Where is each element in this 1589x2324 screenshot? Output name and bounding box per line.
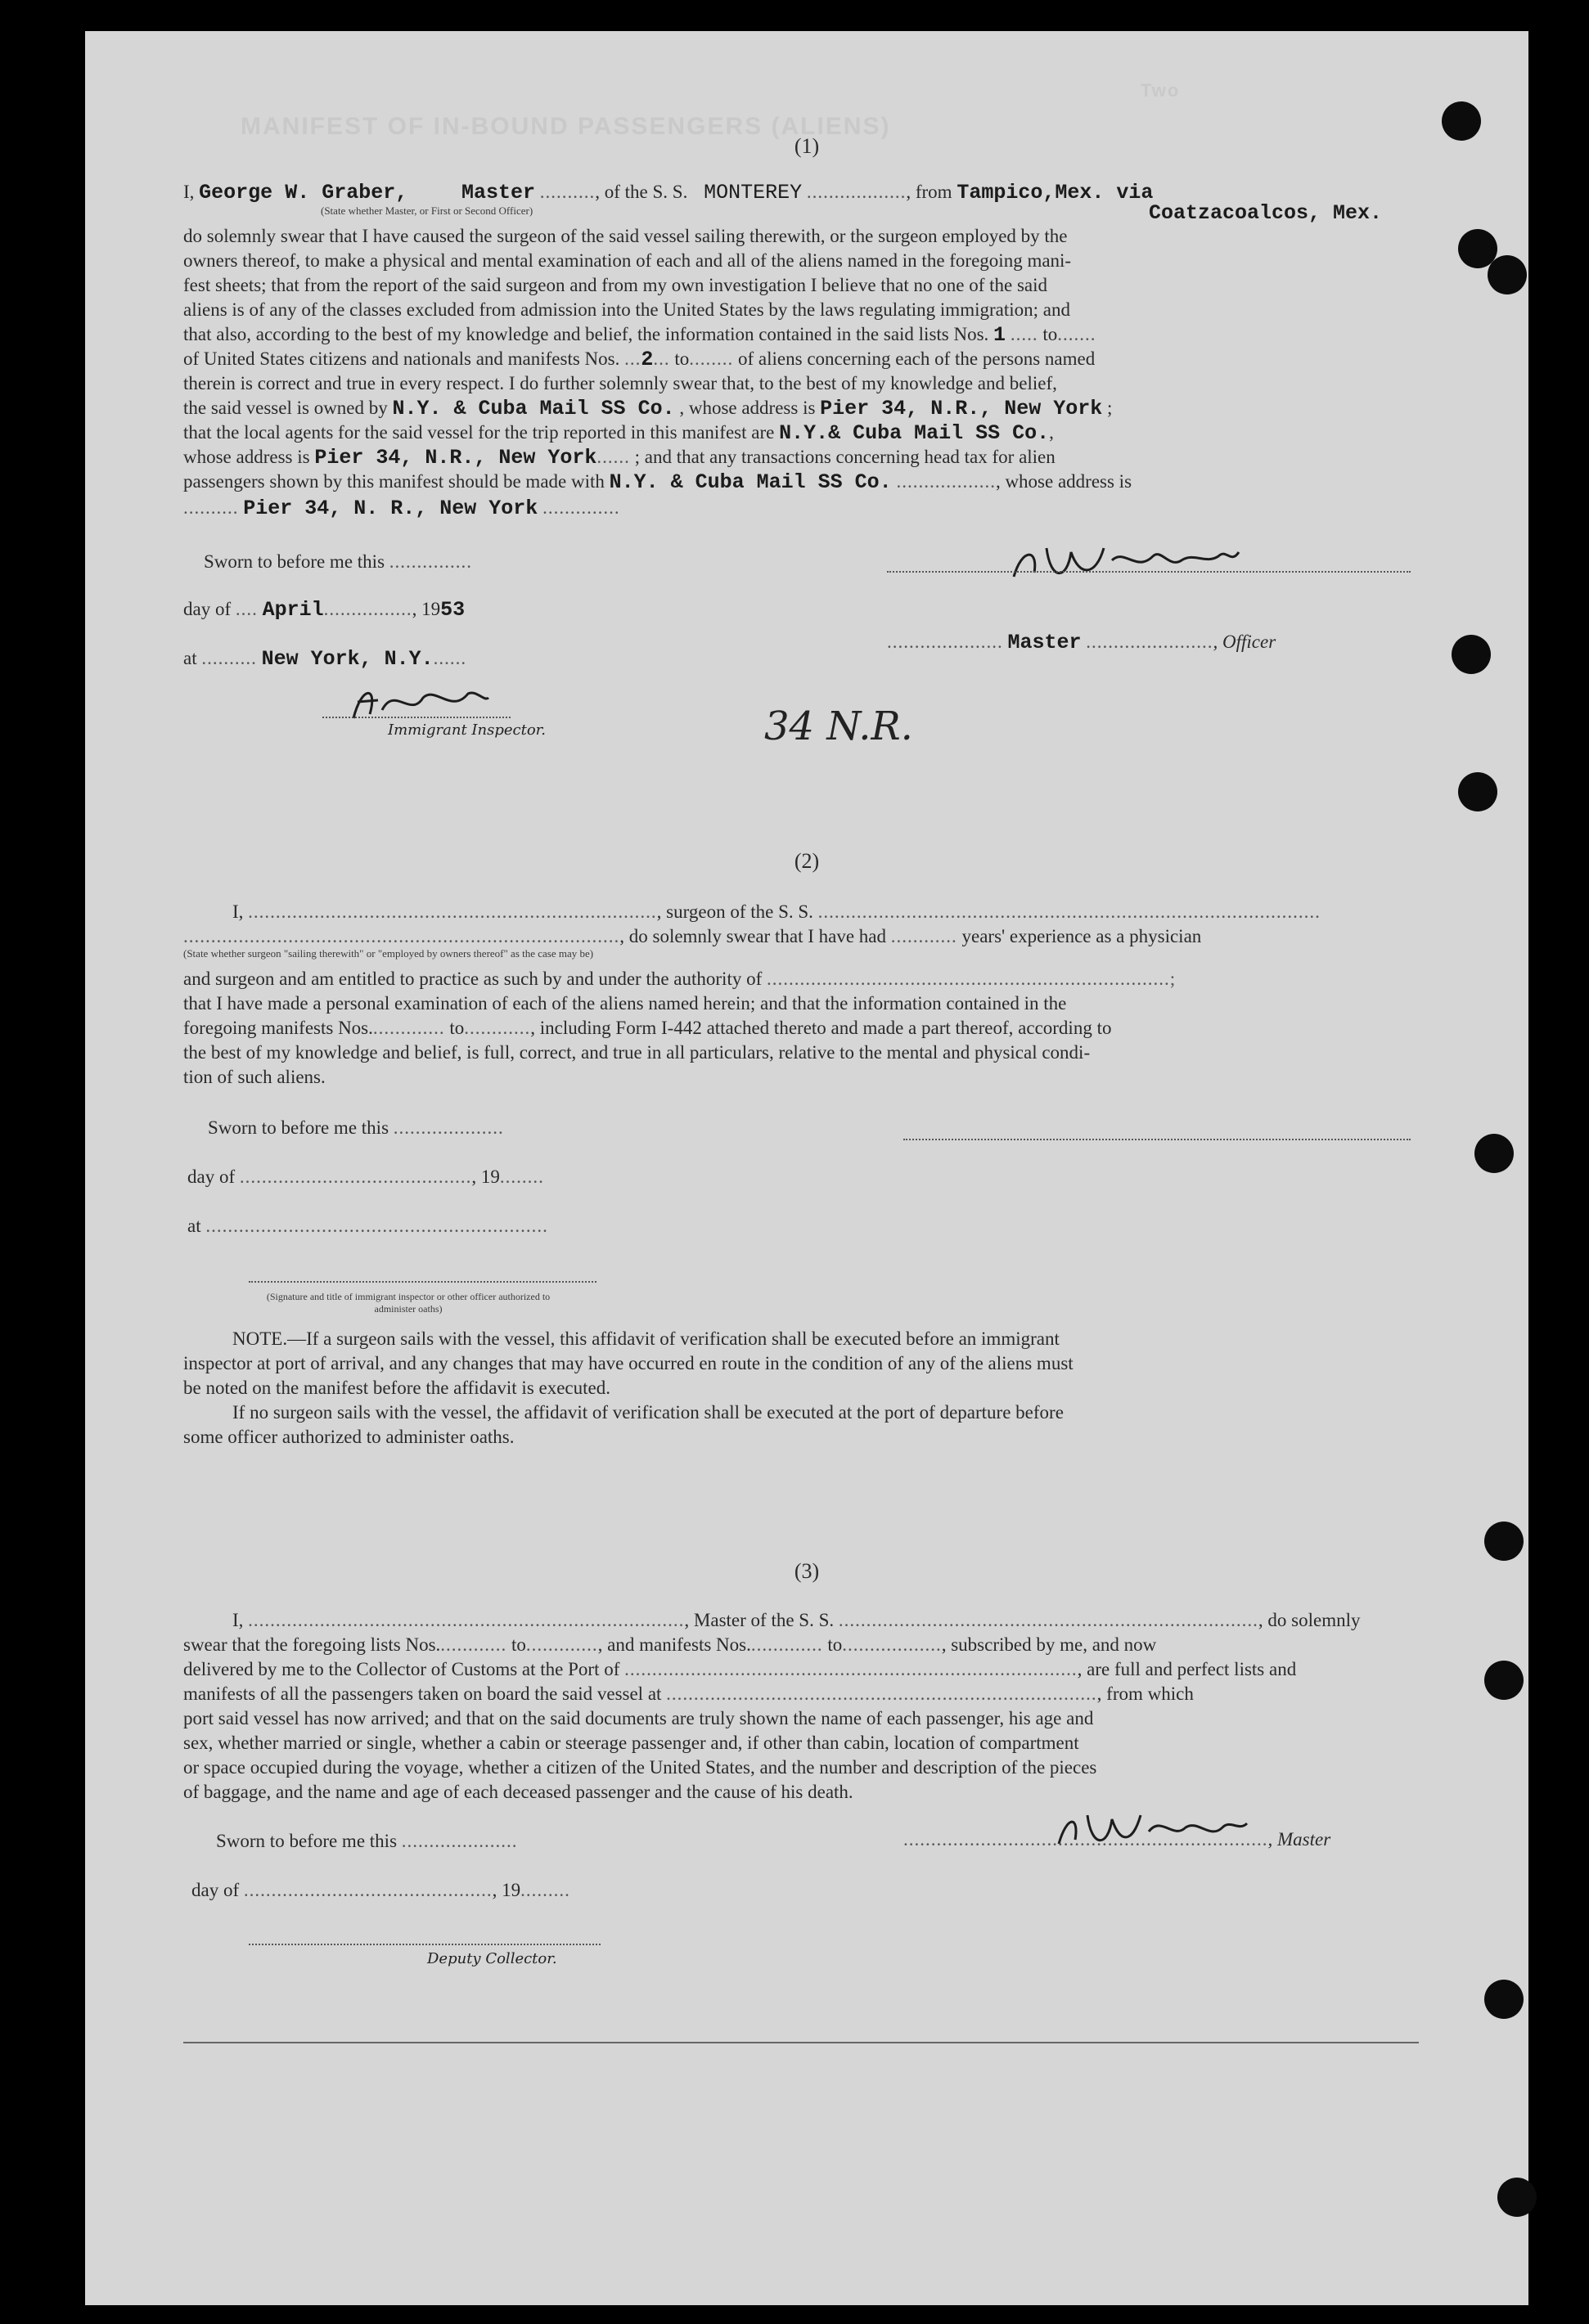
vessel-name: MONTEREY	[704, 181, 803, 205]
master-rank: Master	[461, 181, 535, 205]
head-tax-agent: N.Y. & Cuba Mail SS Co.	[609, 470, 892, 494]
head-tax-address: Pier 34, N. R., New York	[243, 497, 538, 520]
punch-hole	[1484, 1522, 1524, 1561]
section-1-body-2: owners thereof, to make a physical and mental examination of each and all of the aliens named in the foregoing mani-	[183, 250, 1072, 271]
section-2-body-1: and surgeon and am entitled to practice as such by and under the authority of .........................................................................;	[183, 969, 1177, 989]
oath-month: April	[262, 598, 324, 622]
section-1-body-6: of United States citizens and nationals and manifests Nos. ...2... to........ of aliens concerning each of the persons named	[183, 348, 1096, 371]
section-3-body-2: delivered by me to the Collector of Customs at the Port of .................................................................................., are full and perfect lists and	[183, 1659, 1297, 1679]
section-2-line-1: I, .........................................................................., surgeon of the S. S. ...........................................................................................	[232, 901, 1321, 922]
rank-caption: (State whether Master, or First or Second Officer)	[321, 205, 533, 217]
official-signature-line-2	[249, 1281, 596, 1283]
section-1-line-1: I, George W. Graber, Master .........., of the S. S. MONTEREY .................., from Tampico,Mex. via	[183, 181, 1154, 205]
punch-hole	[1458, 772, 1497, 811]
agents-address: Pier 34, N.R., New York	[314, 446, 597, 470]
collector-signature-line	[249, 1944, 601, 1945]
from-place-2: Coatzacoalcos, Mex.	[1149, 201, 1383, 225]
section-3-number: (3)	[794, 1559, 820, 1583]
place-line-1: at .......... New York, N.Y.......	[183, 647, 467, 671]
bleed-through-mark: Two	[1141, 80, 1181, 101]
punch-hole	[1442, 101, 1481, 141]
section-2-body-5: tion of such aliens.	[183, 1067, 326, 1087]
bottom-rule	[183, 2042, 1419, 2043]
section-1-agents-address-line: whose address is Pier 34, N.R., New York...... ; and that any transactions concerning head tax for alien	[183, 446, 1056, 470]
section-1-body-3: fest sheets; that from the report of the said surgeon and from my own investigation I believe that no one of the said	[183, 275, 1048, 295]
official-caption: (Signature and title of immigrant inspector or other officer authorized to administer oaths)	[266, 1291, 551, 1315]
note-2: inspector at port of arrival, and any changes that may have occurred en route in the condition of any of the aliens must	[183, 1353, 1074, 1373]
section-1-agents-line: that the local agents for the said vessel for the trip reported in this manifest are N.Y.& Cuba Mail SS Co.,	[183, 421, 1054, 445]
oath-year: 53	[440, 598, 466, 622]
punch-hole	[1497, 2178, 1537, 2217]
section-3-line-1: I, ..............................................................................., Master of the S. S. ............................................................................, do solemnly	[232, 1610, 1361, 1630]
section-1-body-5: that also, according to the best of my knowledge and belief, the information contained in the said lists Nos. 1 ..... to.......	[183, 323, 1096, 347]
surgeon-signature-line	[903, 1139, 1411, 1140]
note-1: NOTE.—If a surgeon sails with the vessel, this affidavit of verification shall be executed before an immigrant	[232, 1328, 1060, 1349]
section-1-owner-line: the said vessel is owned by N.Y. & Cuba Mail SS Co. , whose address is Pier 34, N.R., New York ;	[183, 397, 1113, 420]
note-4: If no surgeon sails with the vessel, the affidavit of verification shall be executed at the port of departure before	[232, 1402, 1064, 1423]
section-2-body-3: foregoing manifests Nos.............. to............, including Form I-442 attached thereto and made a part thereof, according to	[183, 1018, 1112, 1038]
section-2-line-2: ..............................................................................., do solemnly swear that I have had ............ years' experience as a physician	[183, 926, 1202, 946]
date-line-3: day of ............................................., 19.........	[191, 1880, 570, 1900]
oath-place: New York, N.Y.	[261, 647, 434, 671]
handwritten-pier-note: 34 N.R.	[764, 703, 913, 749]
section-2-body-2: that I have made a personal examination of each of the aliens named herein; and that the information contained in the	[183, 993, 1067, 1014]
inspector-signature	[345, 677, 493, 726]
owner-address: Pier 34, N.R., New York	[820, 397, 1103, 420]
officer-title: Master	[1007, 631, 1082, 654]
from-place: Tampico,Mex. via	[957, 181, 1154, 205]
master-signature-line-1	[887, 571, 1411, 573]
section-3-body-3: manifests of all the passengers taken on board the said vessel at .............................................................................., from which	[183, 1683, 1194, 1704]
officer-line: ..................... Master ......................., Officer	[887, 631, 1276, 654]
section-2-number: (2)	[794, 849, 820, 873]
section-1-tax-line: passengers shown by this manifest should be made with N.Y. & Cuba Mail SS Co. .................., whose address is	[183, 470, 1132, 494]
section-3-body-5: sex, whether married or single, whether a cabin or steerage passenger and, if other than cabin, location of compartment	[183, 1733, 1079, 1753]
section-1-body-7: therein is correct and true in every respect. I do further solemnly swear that, to the best of my knowledge and belief,	[183, 373, 1057, 393]
master-name: George W. Graber,	[199, 181, 408, 205]
punch-hole	[1452, 635, 1491, 674]
section-3-body-4: port said vessel has now arrived; and that on the said documents are truly shown the name of each passenger, his age and	[183, 1708, 1094, 1728]
section-1-number: (1)	[794, 134, 820, 158]
lists-number: 1	[993, 323, 1006, 347]
section-3-body-7: of baggage, and the name and age of each deceased passenger and the cause of his death.	[183, 1782, 853, 1802]
section-3-body-6: or space occupied during the voyage, whether a citizen of the United States, and the number and description of the pieces	[183, 1757, 1097, 1778]
section-3-body-1: swear that the foregoing lists Nos............. to............., and manifests Nos.............. to.................., subscribed by me, and now	[183, 1634, 1157, 1655]
surgeon-caption: (State whether surgeon "sailing therewith" or "employed by owners thereof" as the case may be)	[183, 947, 594, 960]
date-line-2: day of .........................................., 19........	[187, 1166, 544, 1187]
note-3: be noted on the manifest before the affidavit is executed.	[183, 1378, 610, 1398]
local-agents: N.Y.& Cuba Mail SS Co.	[779, 421, 1050, 445]
section-2-body-4: the best of my knowledge and belief, is full, correct, and true in all particulars, relative to the mental and physical condi-	[183, 1042, 1091, 1063]
punch-hole	[1484, 1661, 1524, 1700]
document-page	[85, 31, 1528, 2305]
punch-hole	[1474, 1134, 1514, 1173]
punch-hole	[1458, 229, 1497, 268]
master-signature-1	[1006, 532, 1251, 589]
date-line-1: day of .... April................, 1953	[183, 598, 466, 622]
sworn-line-1: Sworn to before me this ...............	[204, 551, 473, 572]
inspector-caption: Immigrant Inspector.	[388, 721, 547, 739]
sworn-line-2: Sworn to before me this ....................	[208, 1117, 504, 1138]
place-line-2: at ..............................................................	[187, 1216, 548, 1236]
section-1-tax-address-line: .......... Pier 34, N. R., New York ..............	[183, 497, 620, 520]
section-1-body-1: do solemnly swear that I have caused the surgeon of the said vessel sailing therewith, or the surgeon employed by the	[183, 226, 1068, 246]
master-line-3: .................................................................., Master	[903, 1829, 1331, 1850]
punch-hole	[1488, 255, 1527, 294]
section-1-body-4: aliens is of any of the classes excluded from admission into the United States by the laws regulating immigration; and	[183, 299, 1070, 320]
collector-caption: Deputy Collector.	[427, 1950, 557, 1967]
bleed-through-header: MANIFEST OF IN-BOUND PASSENGERS (ALIENS)	[241, 113, 891, 140]
punch-hole	[1484, 1980, 1524, 2019]
vessel-owner: N.Y. & Cuba Mail SS Co.	[392, 397, 675, 420]
inspector-signature-line	[322, 717, 511, 718]
manifest-number: 2	[641, 348, 654, 371]
note-5: some officer authorized to administer oaths.	[183, 1427, 515, 1447]
sworn-line-3: Sworn to before me this .....................	[216, 1831, 518, 1851]
